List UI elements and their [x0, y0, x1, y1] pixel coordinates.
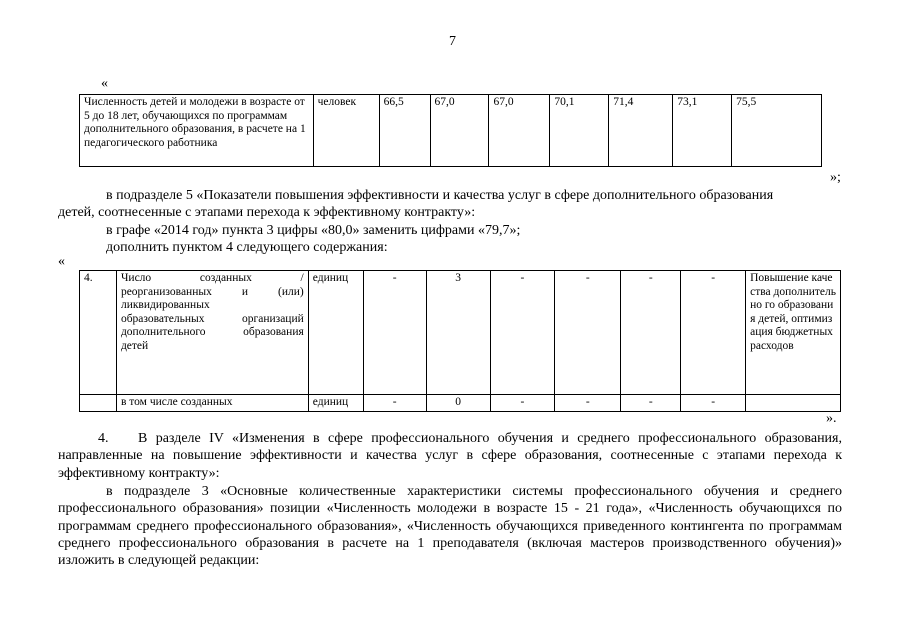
closing-quote: »;: [830, 170, 841, 185]
paragraph: в подразделе 3 «Основные количественные характеристики системы профессионального обучения и среднего профессионального образования» позиции «Численность молодежи в возрасте 15 - 21 года», «Численность обучающихся по программам среднего профессионального образования», «Численность обучающихся приведенного контингента по программам среднего профессионального образования в расчете на 1 преподавателя (включая мастеров производственного обучения)» изложить в следующей редакции:: [58, 484, 842, 569]
name-line: реорганизованных и (или): [120, 285, 304, 298]
name-line: Число созданных /: [120, 272, 304, 284]
table-row: [80, 271, 841, 395]
indicator-name-cell: Численность детей и молодежи в возрасте от 5 до 18 лет, обучающихся по программам дополнительного образования, в расчете на 1 педагогического работника: [80, 95, 314, 167]
name-line: ликвидированных: [120, 299, 210, 312]
unit-cell: единиц: [308, 271, 363, 395]
value-cell: -: [363, 395, 426, 412]
paragraph: в графе «2014 год» пункта 3 цифры «80,0» заменить цифрами «79,7»;: [106, 223, 521, 238]
item-number: 4.: [98, 431, 109, 446]
value-cell: -: [681, 395, 746, 412]
value-cell: 73,1: [673, 95, 732, 167]
row-number-cell: [80, 395, 117, 412]
value-cell: 70,1: [550, 95, 609, 167]
indicator-table-1: [79, 94, 822, 167]
value-cell: -: [555, 395, 621, 412]
value-cell: 66,5: [379, 95, 430, 167]
value-cell: -: [621, 395, 681, 412]
paragraph: дополнить пунктом 4 следующего содержания:: [106, 240, 388, 255]
value-cell: 75,5: [732, 95, 822, 167]
name-line: образовательных организаций: [120, 312, 304, 325]
indicator-table-2: [79, 270, 841, 412]
table-row: [80, 95, 822, 167]
opening-quote: «: [101, 76, 108, 91]
indicator-name-cell: в том числе созданных: [116, 395, 308, 412]
unit-cell: единиц: [308, 395, 363, 412]
closing-quote: ».: [826, 411, 837, 426]
value-cell: -: [555, 271, 621, 395]
opening-quote: «: [58, 254, 65, 269]
paragraph-line: в подразделе 5 «Показатели повышения эффективности и качества услуг в сфере дополнительного образования: [106, 188, 774, 203]
value-cell: -: [363, 271, 426, 395]
value-cell: -: [490, 395, 555, 412]
value-cell: 0: [426, 395, 490, 412]
value-cell: -: [621, 271, 681, 395]
name-line: дополнительного образования: [120, 326, 304, 339]
name-line: детей: [120, 339, 149, 352]
result-cell: [746, 395, 841, 412]
value-cell: 67,0: [489, 95, 550, 167]
paragraph-line: детей, соотнесенные с этапами перехода к эффективному контракту»:: [58, 205, 476, 220]
section-item: [58, 430, 842, 482]
value-cell: 71,4: [609, 95, 673, 167]
value-cell: 67,0: [430, 95, 489, 167]
value-cell: 3: [426, 271, 490, 395]
page-number: 7: [449, 34, 456, 49]
result-cell: Повышение качества дополнительно го образования детей, оптимизация бюджетных расходов: [746, 271, 841, 395]
row-number-cell: 4.: [80, 271, 117, 395]
value-cell: -: [681, 271, 746, 395]
table-row: [80, 395, 841, 412]
unit-cell: человек: [313, 95, 379, 167]
value-cell: -: [490, 271, 555, 395]
item-text: В разделе IV «Изменения в сфере профессионального обучения и среднего профессионального образования, направленные на повышение эффективности и качества услуг в сфере образования, соотнесенные с этапами перехода к эффективному контракту»:: [58, 431, 842, 481]
indicator-name-cell: [116, 271, 308, 395]
